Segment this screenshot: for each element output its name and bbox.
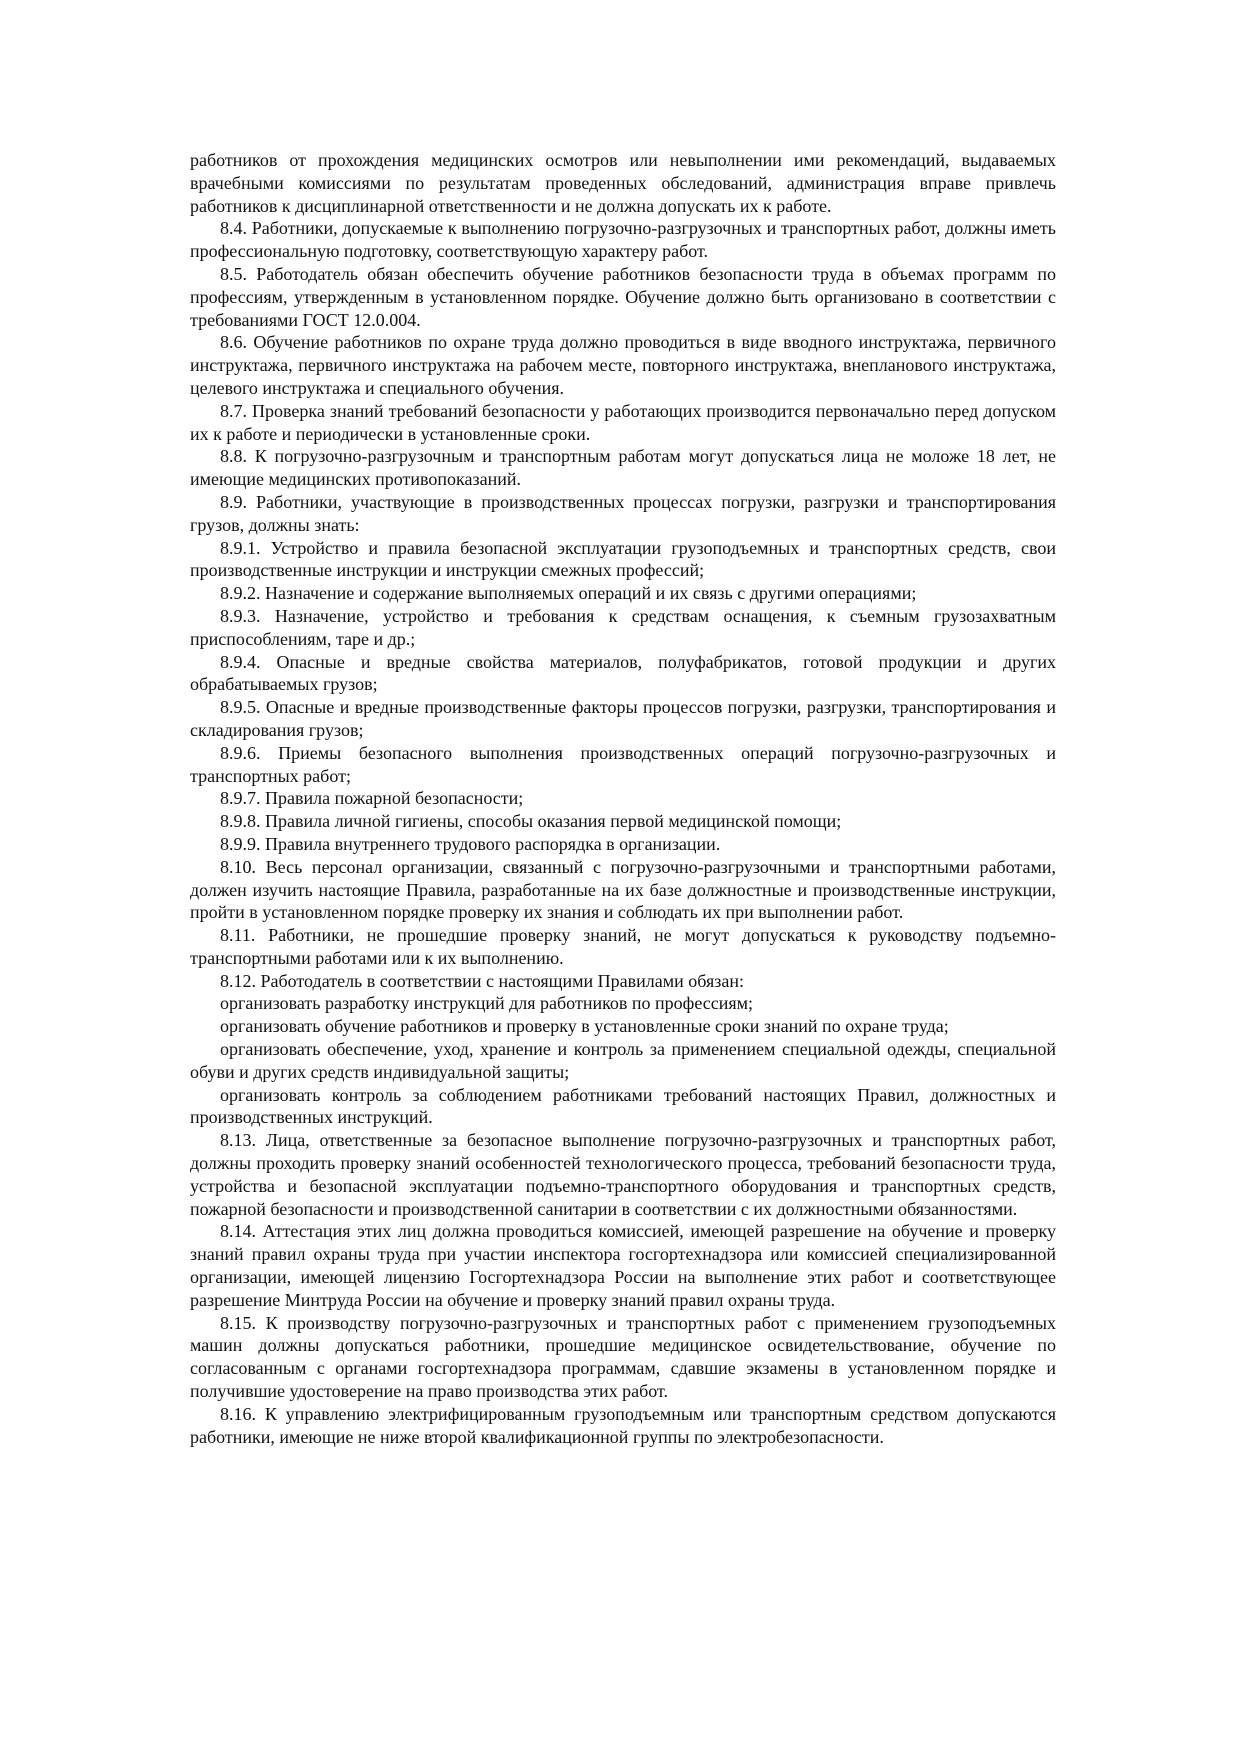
paragraph-8-9-2: 8.9.2. Назначение и содержание выполняемых операций и их связь с другими операциями;: [220, 583, 917, 604]
document-body: [190, 149, 1056, 1448]
paragraph-8-12-item-2: организовать обучение работников и проверку в установленные сроки знаний по охране труда;: [220, 1016, 949, 1037]
paragraph-8-12-item-1: организовать разработку инструкций для работников по профессиям;: [220, 993, 754, 1014]
paragraph-8-14: 8.14. Аттестация этих лиц должна проводиться комиссией, имеющей разрешение на обучение и проверку знаний правил охраны труда при участии инспектора госгортехнадзора или комиссией специализированной организации, имеющей лицензию Госгортехнадзора России на выполнение этих работ и соответствующее разрешение Минтруда России на обучение и проверку знаний правил охраны труда.: [190, 1221, 1056, 1310]
paragraph-8-15: 8.15. К производству погрузочно-разгрузочных и транспортных работ с применением грузоподъемных машин должны допускаться работники, прошедшие медицинское освидетельствование, обучение по согласованным с органами госгортехнадзора программам, сдавшие экзамены в установленном порядке и получившие удостоверение на право производства этих работ.: [190, 1312, 1056, 1402]
paragraph-continuation: работников от прохождения медицинских осмотров или невыполнении ими рекомендаций, выдаваемых врачебными комиссиями по результатам проведенных обследований, администрация вправе привлечь работников к дисциплинарной ответственности и не должна допускать их к работе.: [190, 150, 1056, 216]
paragraph-8-9-9: 8.9.9. Правила внутреннего трудового распорядка в организации.: [220, 833, 721, 854]
paragraph-8-6: 8.6. Обучение работников по охране труда должно проводиться в виде вводного инструктажа, первичного инструктажа, первичного инструктажа на рабочем месте, повторного инструктажа, внепланового инструктажа, целевого инструктажа и специального обучения.: [190, 332, 1056, 398]
paragraph-8-12-item-3: организовать обеспечение, уход, хранение и контроль за применением специальной одежды, специальной обуви и других средств индивидуальной защиты;: [190, 1039, 1056, 1082]
paragraph-8-9-7: 8.9.7. Правила пожарной безопасности;: [220, 788, 524, 809]
paragraph-8-9-6: 8.9.6. Приемы безопасного выполнения производственных операций погрузочно-разгрузочных и транспортных работ;: [190, 742, 1056, 786]
paragraph-8-7: 8.7. Проверка знаний требований безопасности у работающих производится первоначально перед допуском их к работе и периодически в установленные сроки.: [190, 400, 1056, 444]
paragraph-8-8: 8.8. К погрузочно-разгрузочным и транспортным работам могут допускаться лица не моложе 18 лет, не имеющие медицинских противопоказаний.: [190, 446, 1056, 490]
paragraph-8-12-item-4: организовать контроль за соблюдением работниками требований настоящих Правил, должностных и производственных инструкций.: [190, 1084, 1056, 1128]
paragraph-8-4: 8.4. Работники, допускаемые к выполнению погрузочно-разгрузочных и транспортных работ, должны иметь профессиональную подготовку, соответствующую характеру работ.: [190, 218, 1056, 262]
paragraph-8-9-3: 8.9.3. Назначение, устройство и требования к средствам оснащения, к съемным грузозахватным приспособлениям, таре и др.;: [190, 605, 1056, 649]
paragraph-8-12: 8.12. Работодатель в соответствии с настоящими Правилами обязан:: [220, 970, 744, 991]
paragraph-8-5: 8.5. Работодатель обязан обеспечить обучение работников безопасности труда в объемах программ по профессиям, утвержденным в установленном порядке. Обучение должно быть организовано в соответствии с требованиями ГОСТ 12.0.004.: [190, 263, 1056, 330]
paragraph-8-9: 8.9. Работники, участвующие в производственных процессах погрузки, разгрузки и транспортирования грузов, должны знать:: [190, 491, 1056, 535]
paragraph-8-13: 8.13. Лица, ответственные за безопасное выполнение погрузочно-разгрузочных и транспортных работ, должны проходить проверку знаний особенностей технологического процесса, требований безопасности труда, устройства и безопасной эксплуатации подъемно-транспортного оборудования и транспортных средств, пожарной безопасности и производственной санитарии в соответствии с их должностными обязанностями.: [190, 1130, 1056, 1219]
paragraph-8-16: 8.16. К управлению электрифицированным грузоподъемным или транспортным средством допускаются работники, имеющие не ниже второй квалификационной группы по электробезопасности.: [190, 1403, 1056, 1447]
paragraph-8-9-8: 8.9.8. Правила личной гигиены, способы оказания первой медицинской помощи;: [220, 811, 842, 832]
paragraph-8-10: 8.10. Весь персонал организации, связанный с погрузочно-разгрузочными и транспортными работами, должен изучить настоящие Правила, разработанные на их базе должностные и производственные инструкции, пройти в установленном порядке проверку их знания и соблюдать их при выполнении работ.: [190, 856, 1056, 923]
paragraph-8-9-5: 8.9.5. Опасные и вредные производственные факторы процессов погрузки, разгрузки, транспортирования и складирования грузов;: [190, 697, 1056, 740]
paragraph-8-9-1: 8.9.1. Устройство и правила безопасной эксплуатации грузоподъемных и транспортных средств, свои производственные инструкции и инструкции смежных профессий;: [190, 537, 1056, 581]
paragraph-8-9-4: 8.9.4. Опасные и вредные свойства материалов, полуфабрикатов, готовой продукции и других обрабатываемых грузов;: [190, 651, 1056, 695]
paragraph-8-11: 8.11. Работники, не прошедшие проверку знаний, не могут допускаться к руководству подъемно-транспортными работами или к их выполнению.: [190, 925, 1056, 968]
